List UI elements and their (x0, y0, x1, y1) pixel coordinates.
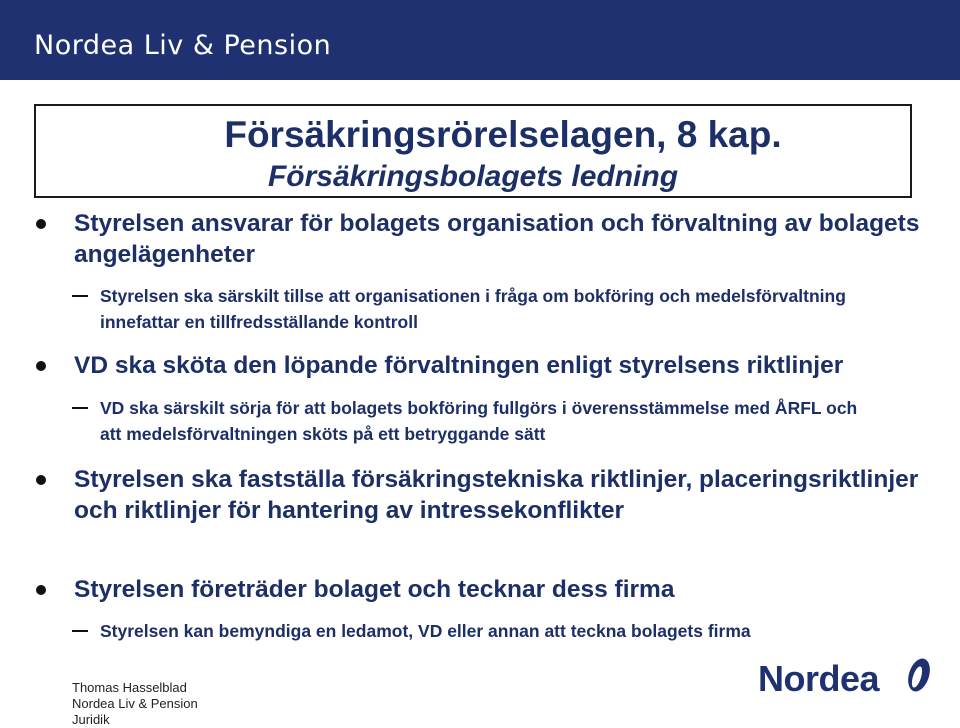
bullet-text: Styrelsen företräder bolaget och tecknar dess firma (74, 576, 675, 603)
footer-company: Nordea Liv & Pension (72, 696, 198, 711)
logo-wordmark: Nordea (758, 658, 880, 699)
bullet-item (36, 208, 924, 270)
footer-department: Juridik (72, 712, 110, 727)
bullet-item (36, 464, 924, 526)
dash-marker (72, 630, 88, 632)
bullet-item (36, 350, 924, 381)
bullet-text: Styrelsen ansvarar för bolagets organisation och förvaltning av bolagets angelägenheter (74, 210, 920, 268)
nordea-logo (758, 656, 936, 699)
sub-text: Styrelsen ska särskilt tillse att organisationen i fråga om bokföring och medelsförvaltning innefattar en tillfredsställande kontroll (100, 286, 846, 332)
footer-author: Thomas Hasselblad (72, 680, 187, 695)
bullet-dot (36, 475, 46, 485)
sub-item (72, 283, 880, 335)
bullet-dot (36, 219, 46, 229)
dash-marker (72, 407, 88, 409)
sub-text: Styrelsen kan bemyndiga en ledamot, VD eller annan att teckna bolagets firma (100, 621, 751, 641)
footer (72, 680, 198, 728)
bullet-dot (36, 361, 46, 371)
sub-item (72, 618, 880, 644)
sub-item (72, 395, 880, 447)
bullet-item (36, 574, 924, 605)
nordea-sail-logo-icon (902, 656, 936, 699)
slide-subtitle: Försäkringsbolagets ledning (267, 160, 679, 193)
header-brand: Nordea Liv & Pension (34, 30, 332, 61)
sub-text: VD ska särskilt sörja för att bolagets bokföring fullgörs i överensstämmelse med ÅRFL och att medelsförvaltningen sköts på ett betryggande sätt (100, 398, 858, 444)
slide-title: Försäkringsrörelselagen, 8 kap. (224, 114, 782, 155)
dash-marker (72, 295, 88, 297)
bullet-text: VD ska sköta den löpande förvaltningen enligt styrelsens riktlinjer (74, 352, 844, 379)
bullet-dot (36, 585, 46, 595)
bullet-text: Styrelsen ska fastställa försäkringstekniska riktlinjer, placeringsriktlinjer och riktlinjer för hantering av intressekonflikter (74, 466, 919, 524)
